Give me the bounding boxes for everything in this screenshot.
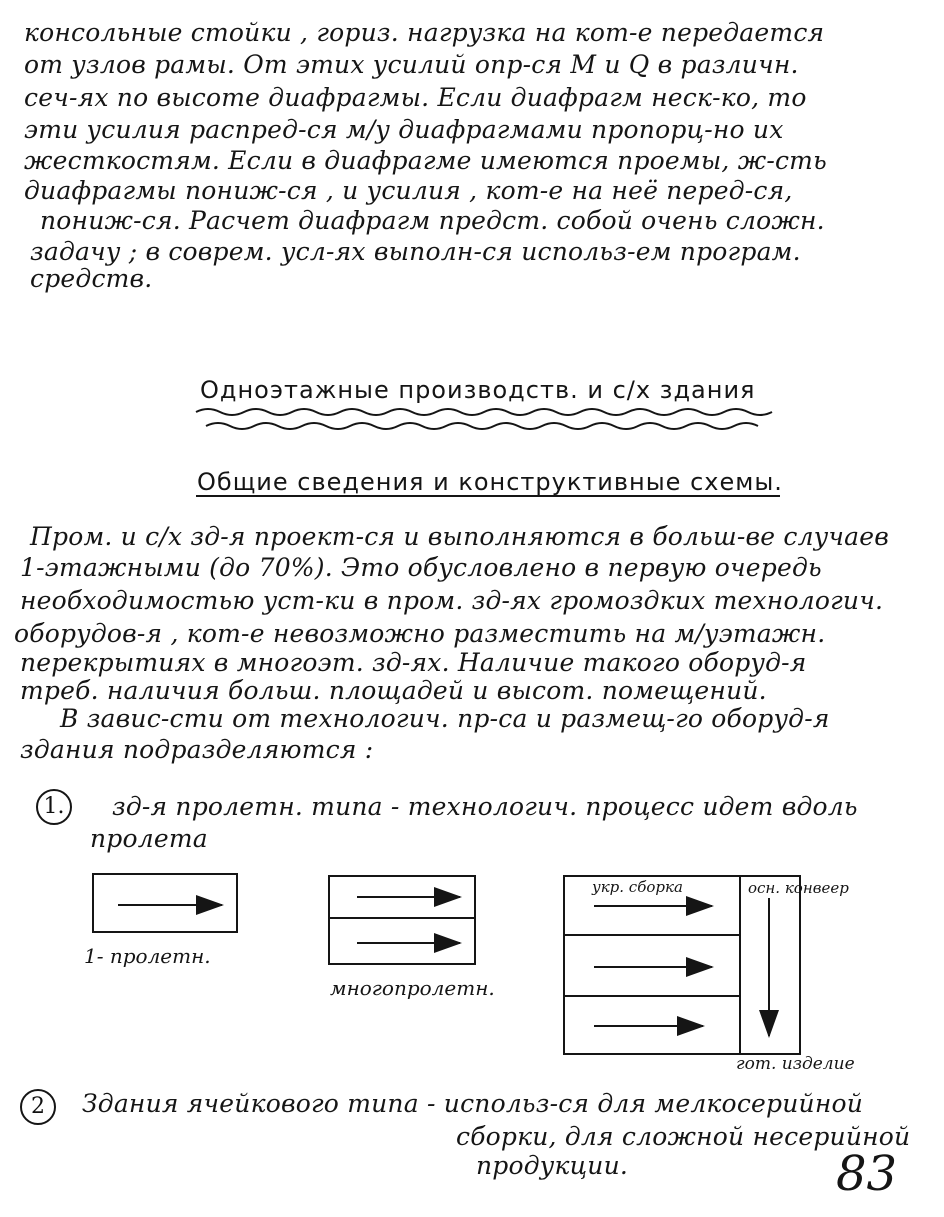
text-line: сборки, для сложной несерийной (456, 1122, 911, 1151)
text-line: здания подразделяются : (20, 735, 374, 764)
text-line: необходимостью уст-ки в пром. зд-ях громоздких технологич. (20, 586, 884, 615)
text-line: В завис-сти от технологич. пр-са и размещ-го оборуд-я (60, 704, 830, 733)
diagram-label: гот. изделие (736, 1054, 855, 1074)
text-line: перекрытиях в многоэт. зд-ях. Наличие такого оборуд-я (20, 648, 807, 677)
text-line: зд-я пролетн. типа - технологич. процесс идет вдоль (112, 792, 858, 821)
text-line: сеч-ях по высоте диафрагмы. Если диафрагм неск-ко, то (24, 83, 807, 112)
diagram-label: многопролетн. (330, 976, 495, 1000)
text-line: продукции. (476, 1151, 629, 1180)
wavy-underline (206, 423, 758, 429)
text-line: треб. наличия больш. площадей и высот. помещений. (20, 676, 767, 705)
diagram-label: 1- пролетн. (84, 944, 211, 968)
text-line: эти усилия распред-ся м/у диафрагмами пропорц-но их (24, 115, 784, 144)
text-line: 1-этажными (до 70%). Это обусловлено в первую очередь (20, 553, 822, 582)
single-span-diagram (93, 874, 237, 932)
wavy-underline (196, 409, 772, 415)
text-line: задачу ; в соврем. усл-ях выполн-ся использ-ем програм. (30, 237, 801, 266)
item-number: 2 (20, 1089, 56, 1125)
diagram-label: осн. конвеер (748, 879, 849, 897)
text-line: диафрагмы пониж-ся , и усилия , кот-е на неё перед-ся, (24, 176, 793, 205)
assembly-conveyor-diagram (564, 876, 800, 1054)
multi-span-diagram (329, 876, 475, 964)
text-line: от узлов рамы. От этих усилий опр-ся M и Q в различн. (24, 50, 799, 79)
text-line: Здания ячейкового типа - использ-ся для мелкосерийной (82, 1089, 864, 1118)
diagram-label: укр. сборка (592, 878, 683, 896)
text-line: средств. (30, 264, 153, 293)
section-title: Одноэтажные производств. и с/х здания (200, 376, 756, 404)
page-number: 83 (836, 1146, 898, 1202)
text-line: Пром. и с/х зд-я проект-ся и выполняются в больш-ве случаев (30, 522, 890, 551)
text-line: консольные стойки , гориз. нагрузка на кот-е передается (24, 18, 825, 47)
text-line: оборудов-я , кот-е невозможно разместить на м/уэтажн. (14, 619, 826, 648)
text-line: жесткостям. Если в диафрагме имеются проемы, ж-сть (24, 146, 827, 175)
text-line: пролета (90, 824, 208, 853)
text-line: пониж-ся. Расчет диафрагм предст. собой очень сложн. (40, 206, 825, 235)
subsection-title: Общие сведения и конструктивные схемы. (197, 468, 783, 496)
item-number: 1. (36, 789, 72, 825)
